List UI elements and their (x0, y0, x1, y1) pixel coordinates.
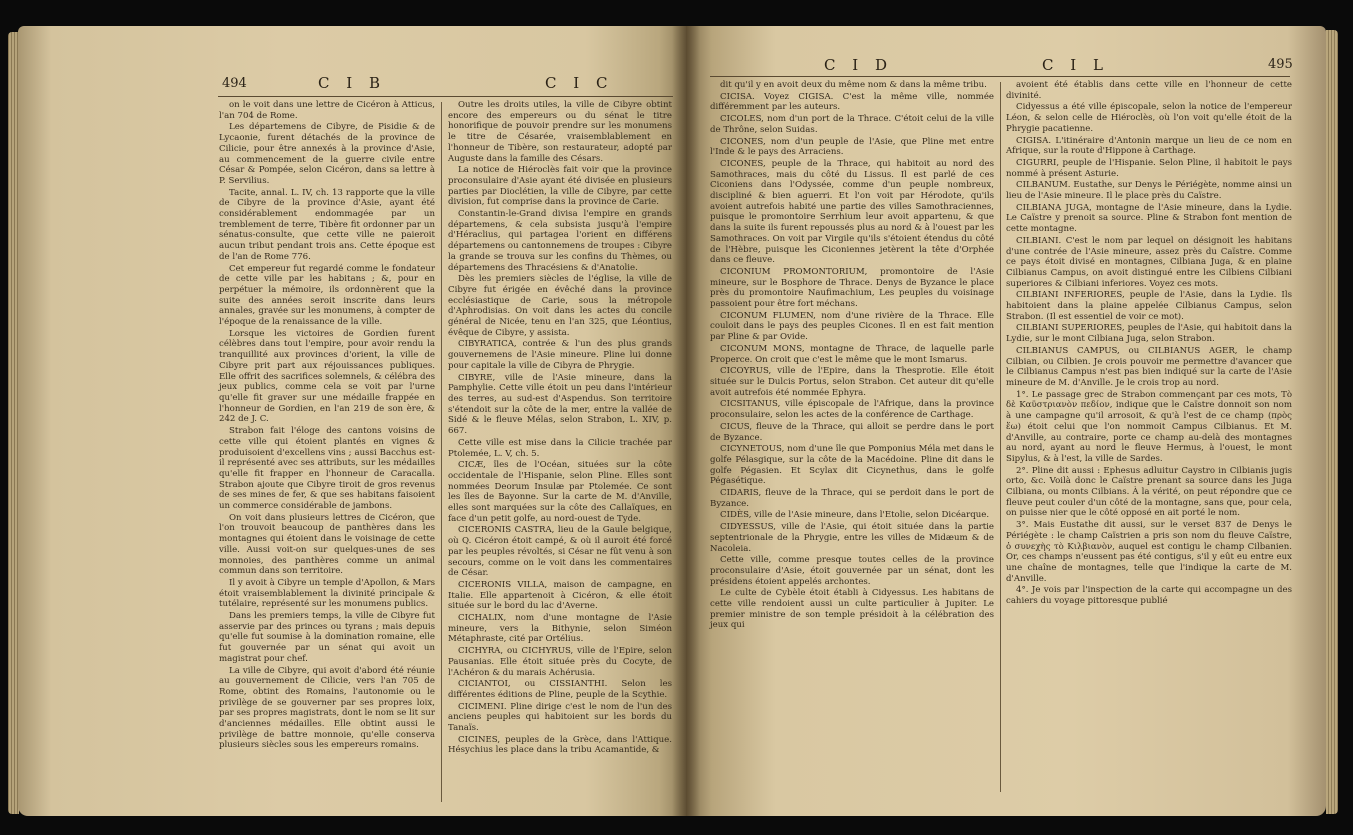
paragraph: On voit dans plusieurs lettres de Cicéron, que l'on trouvoit beaucoup de panthères dans les montagnes qui étoient dans le voisinage de cette ville. Aussi voit-on sur quelques-unes de ses monnoies, des panthères comme un animal commun dans son territoire. (219, 512, 435, 577)
left-column-2 (448, 100, 672, 800)
paragraph: CICONES, peuple de la Thrace, qui habitoit au nord des Samothraces, mais du côté du Lissus. Il est parlé de ces Ciconiens dans l'Odyssée, comme d'un peuple nombreux, discipliné & bien aguerri. Et l'on voit par Hérodote, qu'ils avoient autrefois habité une partie des villes Samothraciennes, puisque le promontoire Serrhium leur avoit appartenu, & que dans la suite ils furent repoussés plus au nord & à l'ouest par les Samothraces. On voit par Virgile qu'ils s'étoient étendus du côté de l'Hèbre, puisque les Ciconiennes jetèrent la tête d'Orphée dans ce fleuve. (710, 158, 994, 266)
paragraph: La notice de Hiéroclès fait voir que la province proconsulaire d'Asie ayant été divisée en plusieurs parties par Dioclétien, la ville de Cibyre, par cette division, fut comprise dans la province de Carie. (448, 165, 672, 208)
paragraph: CICONUM MONS, montagne de Thrace, de laquelle parle Properce. On croit que c'est le même que le mont Ismarus. (710, 343, 994, 365)
paragraph: CICUS, fleuve de la Thrace, qui alloit se perdre dans le port de Byzance. (710, 421, 994, 443)
paragraph: La ville de Cibyre, qui avoit d'abord été réunie au gouvernement de Cilicie, vers l'an 705 de Rome, obtint des Romains, l'autonomie ou le privilège de se gouverner par ses propres loix, par ses propres magistrats, dont le nom se lit sur d'anciennes médailles. Elle obtint aussi le privilège de battre monnoie, qu'elle conserva plusieurs siècles sous les empereurs romains. (219, 665, 435, 751)
paragraph: 2°. Pline dit aussi : Ephesus adluitur Caystro in Cilbianis jugis orto, &c. Voilà donc le Caïstre prenant sa source dans les Juga Cilbiana, ou monts Cilbians. À la vérité, on peut répondre que ce fleuve peut couler d'un côté de la montagne, sans que, pour cela, on puisse nier que le côté opposé en ait porté le nom. (1006, 465, 1292, 519)
paragraph: CILBIANI. C'est le nom par lequel on désignoit les habitans d'une contrée de l'Asie mineure, assez près du Caïstre. Comme ce pays étoit divisé en montagnes, Cilbiana Juga, & en plaine Cilbianus Campus, on avoit distingué entre les Cilbiens Cilbiani superiores & Cilbiani inferiores. Voyez ces mots. (1006, 235, 1292, 289)
paragraph: CILBANUM. Eustathe, sur Denys le Périégète, nomme ainsi un lieu de l'Asie mineure. Il le place près du Caïstre. (1006, 180, 1292, 202)
paragraph: dit qu'il y en avoit deux du même nom & dans la même tribu. (720, 80, 987, 90)
paragraph: CILBIANA JUGA, montagne de l'Asie mineure, dans la Lydie. Le Caïstre y prenoit sa source. Pline & Strabon font mention de cette montagne. (1006, 202, 1292, 235)
right-column-divider (1000, 82, 1001, 792)
paragraph: CIDARIS, fleuve de la Thrace, qui se perdoit dans le port de Byzance. (710, 488, 994, 509)
paragraph: 4°. Je vois par l'inspection de la carte qui accompagne un des cahiers du voyage pittoresque publié (1006, 585, 1292, 607)
paragraph: CICONIUM PROMONTORIUM, promontoire de l'Asie mineure, sur le Bosphore de Thrace. Denys de Byzance le place près du promontoire Naufimachium, Les peuples du voisinage passoient pour être fort méchans. (710, 266, 994, 310)
right-header-left: C I D (824, 56, 893, 74)
paragraph: Les départemens de Cibyre, de Pisidie & de Lycaonie, furent détachés de la province de Cilicie, pour être annexés à la province d'Asie, au commencement de la guerre civile entre César & Pompée, selon Cicéron, dans sa lettre à P. Servilius. (219, 122, 435, 186)
paragraph: CILBIANI INFERIORES, peuple de l'Asie, dans la Lydie. Ils habitoient dans la plaine appelée Cilbianus Campus, selon Strabon. (Il est essentiel de voir ce mot). (1006, 290, 1292, 322)
paragraph: Dès les premiers siècles de l'église, la ville de Cibyre fut érigée en évêché dans la province ecclésiastique de Carie, sous la métropole d'Aphrodisias. On voit dans les actes du concile général de Nicée, tenu en l'an 325, que Léontius, évêque de Cibyre, y assista. (448, 274, 672, 338)
paragraph: Constantin-le-Grand divisa l'empire en grands départemens, & cela subsista jusqu'à l'empire d'Héraclius, qui partagea l'orient en différens départemens ou cantonnemens de troupes : Cibyre la grande se trouva sur les confins du Thèmes, ou départemens des Thracésiens & d'Anatolie. (448, 209, 672, 273)
paragraph: CICHALIX, nom d'une montagne de l'Asie mineure, vers la Bithynie, selon Siméon Métaphraste, cité par Ortélius. (448, 613, 672, 645)
paragraph: on le voit dans une lettre de Cicéron à Atticus, l'an 704 de Rome. (219, 100, 435, 121)
right-page (686, 26, 1326, 816)
paragraph: Le culte de Cybèle étoit établi à Cidyessus. Les habitans de cette ville rendoient aussi un culte particulier à Jupiter. Le premier ministre de son temple présidoit à la célébration des jeux qui (710, 588, 994, 631)
paragraph: CICONUM FLUMEN, nom d'une rivière de la Thrace. Elle couloit dans le pays des peuples Cicones. Il en est fait mention par Pline & par Ovide. (710, 310, 994, 343)
paragraph: CICIANTOI, ou CISSIANTHI. Selon les différentes éditions de Pline, peuple de la Scythie. (448, 679, 672, 700)
paragraph: CIDYESSUS, ville de l'Asie, qui étoit située dans la partie septentrionale de la Phrygie, entre les villes de Midæum & de Nacoleia. (710, 522, 994, 554)
paragraph: CICONES, nom d'un peuple de l'Asie, que Pline met entre l'Inde & le pays des Arraciens. (710, 136, 994, 158)
left-header-left: C I B (318, 74, 386, 92)
left-column-divider (441, 102, 442, 802)
paragraph: CIGURRI, peuple de l'Hispanie. Selon Pline, il habitoit le pays nommé à présent Asturie. (1006, 157, 1292, 179)
paragraph: CICYNETOUS, nom d'une île que Pomponius Méla met dans le golfe Pélasgique, sur la côte de la Macédoine. Pline dit dans le golfe Pégasien. Et Scylax dit Cicynethus, dans le golfe Pégasétique. (710, 444, 994, 487)
paragraph: Strabon fait l'éloge des cantons voisins de cette ville qui étoient plantés en vignes & produisoient d'excellens vins ; aussi Bacchus est-il représenté avec ses attributs, sur les médailles qu'elle fit frapper en l'honneur de Caracalla. Strabon ajoute que Cibyre tiroit de gros revenus de ses mines de fer, & que ses habitans faisoient un commerce considérable de jambons. (219, 426, 435, 512)
left-header-rule (218, 96, 673, 97)
right-column-1 (710, 80, 994, 800)
paragraph: Cette ville est mise dans la Cilicie trachée par Ptolemée, L. V, ch. 5. (448, 437, 672, 459)
paragraph: CILBIANUS CAMPUS, ou CILBIANUS AGER, le champ Cilbian, ou Cilbien. Je crois pouvoir me permettre d'avancer que le Cilbianus Campus n'est pas bien indiqué sur la carte de l'Asie mineure de M. d'Anville. Je le crois trop au nord. (1006, 345, 1292, 388)
paragraph: 3°. Mais Eustathe dit aussi, sur le verset 837 de Denys le Périégète : le champ Caïstrien a pris son nom du fleuve Caïstre, ὁ συνεχὴς τὸ Κιλβιανὸν, auquel est contigu le champ Cilbanien. Or, ces champs n'eussent pas été contigus, s'il y eût eu entre eux une chaîne de montagnes, telle que l'indique la carte de M. d'Anville. (1006, 520, 1292, 584)
paragraph: Outre les droits utiles, la ville de Cibyre obtint encore des empereurs ou du sénat le titre honorifique de pouvoir prendre sur les monumens le titre de Césarée, vraisemblablement en l'honneur de Tibère, son restaurateur, adopté par Auguste dans la famille des Césars. (448, 100, 672, 164)
paragraph: CICHYRA, ou CICHYRUS, ville de l'Epire, selon Pausanias. Elle étoit située près du Cocyte, de l'Achéron & du marais Achérusia. (448, 646, 672, 678)
paragraph: CICERONIS VILLA, maison de campagne, en Italie. Elle appartenoit à Cicéron, & elle étoit située sur le bord du lac d'Averne. (448, 579, 672, 612)
right-column-2 (1006, 80, 1292, 800)
paragraph: CIGISA. L'itinéraire d'Antonin marque un lieu de ce nom en Afrique, sur la route d'Hippone à Carthage. (1006, 135, 1292, 157)
paragraph: CICISA. Voyez CIGISA. C'est la même ville, nommée différemment par les auteurs. (710, 91, 994, 113)
paragraph: Cidyessus a été ville épiscopale, selon la notice de l'empereur Léon, & selon celle de Hiéroclès, où l'on voit qu'elle étoit de la Phrygie pacatienne. (1006, 102, 1292, 134)
right-page-number: 495 (1268, 57, 1293, 72)
paragraph: Il y avoit à Cibyre un temple d'Apollon, & Mars étoit vraisemblablement la divinité principale & tutélaire, représenté sur les monumens publics. (219, 577, 435, 610)
left-header-right: C I C (545, 74, 614, 92)
paragraph: Cette ville, comme presque toutes celles de la province proconsulaire d'Asie, étoit gouvernée par un sénat, dont les présidens étoient appelés archontes. (710, 555, 994, 587)
right-header-rule (710, 76, 1290, 77)
paragraph: Dans les premiers temps, la ville de Cibyre fut asservie par des princes ou tyrans ; mais depuis qu'elle fut soumise à la domination romaine, elle fut gouvernée par un sénat qui avoit un magistrat pour chef. (219, 611, 435, 664)
paragraph: CICERONIS CASTRA, lieu de la Gaule belgique, où Q. Cicéron étoit campé, & où il auroit été forcé par les peuples révoltés, si César ne fût venu à son secours, comme on le voit dans les commentaires de César. (448, 525, 672, 579)
paragraph: CIBYRATICA, contrée & l'un des plus grands gouvernemens de l'Asie mineure. Pline lui donne pour capitale la ville de Cibyra de Phrygie. (448, 339, 672, 371)
left-column-1 (219, 100, 435, 800)
paragraph: CIDÈS, ville de l'Asie mineure, dans l'Etolie, selon Dicéarque. (720, 510, 990, 521)
paragraph: 1°. Le passage grec de Strabon commençant par ces mots, Τὸ δὲ Καϋστριανὸν πεδίον, indique que le Caïstre donnoit son nom à une campagne qu'il arrosoit, & qu'à l'est de ce champ (πρὸς ἕω) étoit celui que l'on nommoit Campus Cilbianus. Et M. d'Anville, au contraire, porte ce champ au-delà des montagnes au nord, ayant au nord le fleuve Hermus, à l'ouest, le mont Sipylus, & à l'est, la ville de Sardes. (1006, 389, 1292, 464)
paragraph: avoient été établis dans cette ville en l'honneur de cette divinité. (1006, 80, 1292, 101)
right-header-right: C I L (1042, 56, 1109, 74)
left-page-number: 494 (222, 76, 247, 91)
paragraph: CICSITANUS, ville épiscopale de l'Afrique, dans la province proconsulaire, selon les actes de la conférence de Carthage. (710, 399, 994, 421)
paragraph: CIBYRE, ville de l'Asie mineure, dans la Pamphylie. Cette ville étoit un peu dans l'intérieur des terres, au sud-est d'Aspendus. Son territoire s'étendoit sur la côte de la mer, entre la vallée de Sidé & le fleuve Mélas, selon Strabon, L. XIV, p. 667. (448, 372, 672, 437)
paragraph: CICOYRUS, ville de l'Epire, dans la Thesprotie. Elle étoit située sur le Dulcis Portus, selon Strabon. Cet auteur dit qu'elle avoit autrefois été nommée Ephyra. (710, 366, 994, 398)
right-page-edges (1326, 30, 1338, 814)
paragraph: CICOLES, nom d'un port de la Thrace. C'étoit celui de la ville de Thrône, selon Suidas. (710, 114, 994, 135)
left-page (18, 26, 686, 816)
paragraph: Lorsque les victoires de Gordien furent célèbres dans tout l'empire, pour avoir rendu la tranquillité aux provinces d'orient, la ville de Cibyre prit part aux réjouissances publiques. Elle offrit des sacrifices solemnels, & célébra des jeux publics, comme cela se voit par l'urne qu'elle fit graver sur une médaille frappée en l'honneur de Gordien, en l'an 219 de son ère, & 242 de J. C. (219, 328, 435, 425)
paragraph: Cet empereur fut regardé comme le fondateur de cette ville par les habitans ; &, pour en perpétuer la mémoire, ils ordonnèrent que la suite des années seroit inscrite dans leurs annales, gravée sur les monumens, à compter de l'époque de la renaissance de la ville. (219, 263, 435, 328)
paragraph: Tacite, annal. L. IV, ch. 13 rapporte que la ville de Cibyre de la province d'Asie, ayant été considérablement endommagée par un tremblement de terre, Tibère fit ordonner par un sénatus-consulte, que cette ville ne paieroit aucun tribut pendant trois ans. Cette époque est de l'an de Rome 776. (219, 187, 435, 262)
book-gutter (672, 26, 700, 816)
paragraph: CICIMENI. Pline dirige c'est le nom de l'un des anciens peuples qui habitoient sur les bords du Tanaïs. (448, 701, 672, 734)
paragraph: CICINES, peuples de la Grèce, dans l'Attique. Hésychius les place dans la tribu Acamantide, & (448, 734, 672, 756)
paragraph: CILBIANI SUPERIORES, peuples de l'Asie, qui habitoit dans la Lydie, sur le mont Cilbiana Juga, selon Strabon. (1006, 323, 1292, 345)
paragraph: CICÆ, îles de l'Océan, situées sur la côte occidentale de l'Hispanie, selon Pline. Elles sont nommées Deorum Insulæ par Ptolemée. Ce sont les îles de Bayonne. Sur la carte de M. d'Anville, elles sont marquées sur la côte des Callaïques, en face d'un petit golfe, au nord-ouest de Tyde. (448, 460, 672, 524)
